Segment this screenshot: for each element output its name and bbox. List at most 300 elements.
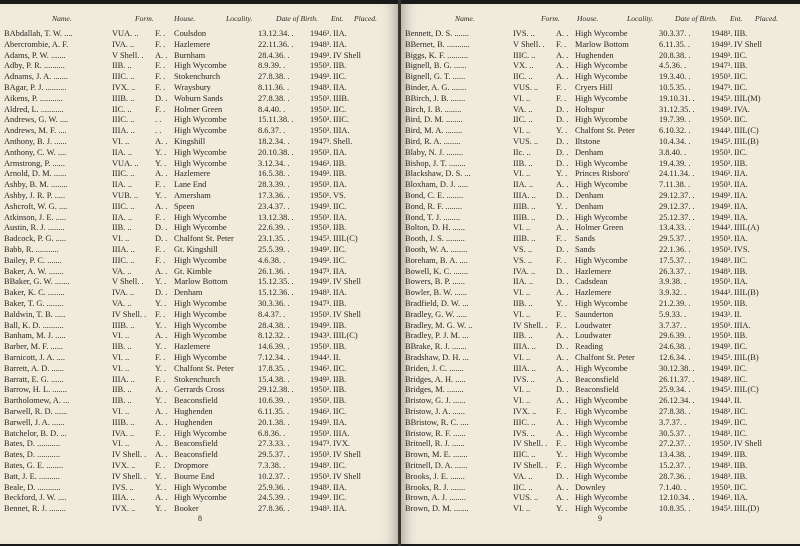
cell-locality: High Wycombe bbox=[575, 115, 628, 125]
cell-name: Barber, M. F. ...... bbox=[4, 342, 64, 352]
cell-ent: 1950³. bbox=[310, 450, 332, 460]
cell-locality: Denham bbox=[575, 147, 604, 157]
cell-ent: 1950³. bbox=[711, 245, 733, 254]
cell-form: VA. .. bbox=[513, 471, 533, 481]
cell-placed: IIC. bbox=[734, 482, 748, 492]
cell-house: A. . bbox=[155, 439, 168, 449]
cell-form: IV Shell. . bbox=[112, 309, 147, 319]
cell-dob: 7.12.34. . bbox=[258, 353, 290, 362]
cell-ent: 1948³. bbox=[711, 374, 733, 384]
cell-house: F. . bbox=[556, 234, 567, 244]
cell-name: Batt, J. E. .......... bbox=[4, 471, 60, 481]
cell-ent: 1946³. bbox=[310, 363, 332, 373]
cell-placed: IIB. bbox=[734, 158, 748, 168]
cell-ent: 1946³. bbox=[711, 169, 733, 179]
cell-locality: Sands bbox=[575, 234, 596, 244]
cell-form: IIIB. .. bbox=[513, 212, 536, 222]
cell-dob: 3.7.37. . bbox=[659, 320, 687, 330]
cell-house: D. . bbox=[155, 223, 168, 233]
cell-locality: Chalfont St. Peter bbox=[174, 363, 234, 373]
cell-form: IVA. .. bbox=[112, 288, 135, 298]
cell-house: A. . bbox=[155, 493, 168, 503]
cell-form: IV Shell. . bbox=[112, 450, 147, 460]
cell-placed: IIB. bbox=[734, 450, 748, 460]
cell-house: F. . bbox=[155, 61, 166, 71]
cell-locality: Chalfont St. Peter bbox=[575, 353, 635, 362]
cell-name: Austin, R. J. ........ bbox=[4, 223, 65, 233]
cell-form: VI. .. bbox=[112, 331, 130, 341]
cell-name: Bignell, G. T. ...... bbox=[405, 72, 466, 82]
cell-house: A. . bbox=[155, 169, 168, 179]
cell-ent: 1948³. bbox=[711, 29, 733, 38]
cell-placed: IIIA. bbox=[333, 428, 350, 438]
cell-locality: Coulsdon bbox=[174, 29, 207, 38]
cell-house: F. . bbox=[556, 320, 567, 330]
cell-placed: IIIL(M) bbox=[734, 93, 761, 103]
cell-dob: 28.4.36. . bbox=[258, 50, 290, 60]
cell-house: Y. . bbox=[556, 299, 568, 308]
cell-form: IIIC. .. bbox=[112, 115, 135, 125]
cell-dob: 8.6.37. . bbox=[258, 126, 286, 136]
cell-ent: 1950³. bbox=[711, 482, 733, 492]
cell-placed: IIIL(B) bbox=[734, 353, 759, 362]
cell-house: F. . bbox=[155, 180, 166, 190]
cell-name: Brown, D. M. ....... bbox=[405, 504, 469, 514]
cell-dob: 27.2.37. . bbox=[659, 439, 691, 449]
header-ent: Ent. bbox=[730, 14, 743, 23]
cell-form: VI. .. bbox=[513, 396, 531, 406]
cell-dob: 22.11.36. . bbox=[258, 39, 294, 49]
cell-house: F. . bbox=[155, 245, 166, 254]
cell-dob: 29.12.37. . bbox=[659, 191, 695, 200]
header-ent: Ent. bbox=[331, 14, 344, 23]
cell-house: A. . bbox=[556, 72, 569, 82]
header-form: Form. bbox=[135, 14, 154, 23]
cell-dob: 25.5.39. . bbox=[258, 245, 290, 254]
cell-name: Ashby, J. R. P. ..... bbox=[4, 191, 66, 200]
cell-ent: 1950³. bbox=[310, 115, 332, 125]
cell-house: D. . bbox=[155, 93, 168, 103]
cell-placed: IIA. bbox=[333, 482, 347, 492]
cell-ent: 1949³. bbox=[711, 363, 733, 373]
cell-dob: 7.11.38. . bbox=[659, 180, 691, 190]
cell-house: A. . bbox=[155, 201, 168, 211]
cell-placed: IIC. bbox=[333, 407, 347, 416]
cell-placed: IIA. bbox=[734, 201, 748, 211]
cell-placed: IIA. bbox=[734, 212, 748, 222]
cell-placed: IIA. bbox=[333, 504, 347, 514]
cell-ent: 1944³. bbox=[310, 353, 332, 362]
cell-locality: High Wycombe bbox=[174, 126, 227, 136]
cell-dob: 30.5.37. . bbox=[659, 428, 691, 438]
cell-locality: Beaconsfield bbox=[575, 385, 619, 395]
cell-name: Bridges, A. H. ..... bbox=[405, 374, 466, 384]
cell-locality: Beaconsfield bbox=[174, 450, 218, 460]
cell-name: Anthony, C. W. .... bbox=[4, 147, 67, 157]
cell-locality: Iltstone bbox=[575, 137, 601, 146]
cell-placed: IIB. bbox=[333, 299, 347, 308]
header-name: Name. bbox=[455, 14, 475, 23]
cell-form: IIB. .. bbox=[112, 223, 132, 233]
cell-name: Brown, M. E. ....... bbox=[405, 450, 468, 460]
cell-house: D. . bbox=[556, 158, 569, 168]
cell-name: Bowler, B. W. ...... bbox=[405, 288, 468, 298]
cell-house: Y. . bbox=[155, 158, 167, 168]
cell-house: Y. . bbox=[556, 201, 568, 211]
cell-house: Y. . bbox=[155, 504, 167, 514]
cell-form: IVA. .. bbox=[112, 428, 135, 438]
cell-locality: Bourne End bbox=[174, 471, 215, 481]
cell-house: D. . bbox=[556, 191, 569, 200]
cell-placed: IIA. bbox=[333, 147, 347, 157]
cell-locality: Sands bbox=[575, 245, 596, 254]
cell-ent: 1950³. bbox=[711, 320, 733, 330]
cell-house: A. . bbox=[556, 61, 569, 71]
cell-house: Y. . bbox=[155, 277, 167, 287]
cell-name: BAbdallah, T. W. .... bbox=[4, 29, 73, 38]
cell-placed: IIB. bbox=[734, 61, 748, 71]
cell-placed: IIIL(D) bbox=[734, 504, 760, 514]
cell-name: Brown, A. J. ........ bbox=[405, 493, 466, 503]
cell-ent: 1949³. bbox=[711, 201, 733, 211]
cell-ent: 1949³. bbox=[310, 493, 332, 503]
cell-form: IIC. .. bbox=[112, 104, 132, 114]
cell-house: F. . bbox=[155, 72, 166, 82]
cell-form: VS. .. bbox=[513, 255, 533, 265]
cell-form: IIIA. .. bbox=[112, 126, 135, 136]
cell-placed: IV Shell bbox=[333, 309, 361, 319]
cell-dob: 25.12.37. . bbox=[659, 212, 695, 222]
cell-form: IIIC. .. bbox=[112, 169, 135, 179]
cell-placed: IIA. bbox=[333, 266, 347, 276]
header-locality: Locality. bbox=[627, 14, 654, 23]
cell-house: Y. . bbox=[155, 299, 167, 308]
cell-name: Biggs, K. F. .......... bbox=[405, 50, 469, 60]
cell-dob: 29.12.37. . bbox=[659, 201, 695, 211]
cell-house: D. . bbox=[556, 115, 569, 125]
cell-name: Bailey, P. C. ....... bbox=[4, 255, 62, 265]
cell-ent: 1950³. bbox=[310, 223, 332, 233]
cell-ent: 1944³. bbox=[711, 396, 733, 406]
cell-house: A. . bbox=[556, 29, 569, 38]
header-name: Name. bbox=[52, 14, 72, 23]
cell-form: VI. .. bbox=[112, 363, 130, 373]
cell-form: IVX. .. bbox=[513, 407, 537, 416]
header-house: House. bbox=[577, 14, 599, 23]
cell-name: Armstrong, P. ...... bbox=[4, 158, 65, 168]
cell-dob: 26.12.34. . bbox=[659, 396, 695, 406]
cell-ent: 1947³. bbox=[310, 299, 332, 308]
cell-ent: 1947³. bbox=[711, 61, 733, 71]
cell-dob: 15.12.36. . bbox=[258, 288, 294, 298]
cell-name: Anthony, B. J. ...... bbox=[4, 137, 67, 146]
cell-locality: Holtspur bbox=[575, 104, 605, 114]
cell-name: BBirch, J. B. ....... bbox=[405, 93, 466, 103]
cell-ent: 1947³. bbox=[310, 439, 332, 449]
cell-ent: 1947³. bbox=[310, 137, 332, 146]
cell-dob: 10.2.37. . bbox=[258, 471, 290, 481]
cell-dob: 6.11.35. . bbox=[659, 39, 691, 49]
cell-placed: IIB. bbox=[333, 223, 347, 233]
cell-dob: 8.11.36. . bbox=[258, 83, 290, 92]
cell-placed: IIA. bbox=[734, 234, 748, 244]
cell-form: IVX. .. bbox=[112, 83, 136, 92]
cell-name: Babb, R. ........... bbox=[4, 245, 59, 254]
cell-house: A. . bbox=[556, 396, 569, 406]
cell-ent: 1949³. bbox=[310, 169, 332, 179]
cell-dob: 29.6.39. . bbox=[659, 331, 691, 341]
cell-ent: 1949³. bbox=[310, 201, 332, 211]
cell-ent: 1948³. bbox=[310, 461, 332, 470]
cell-placed: IVA. bbox=[734, 104, 750, 114]
cell-form: VUS. .. bbox=[513, 83, 539, 92]
cell-name: BAgar, P. J. .......... bbox=[4, 83, 67, 92]
cell-locality: High Wycombe bbox=[174, 223, 227, 233]
cell-house: D. . bbox=[556, 245, 569, 254]
cell-ent: 1949³. bbox=[711, 342, 733, 352]
cell-locality: High Wycombe bbox=[174, 309, 227, 319]
cell-house: F. . bbox=[556, 309, 567, 319]
cell-placed: IIC. bbox=[333, 104, 347, 114]
cell-name: Boreham, B. A. .... bbox=[405, 255, 468, 265]
cell-ent: 1950³. bbox=[711, 72, 733, 82]
cell-locality: High Wycombe bbox=[174, 353, 227, 362]
cell-form: VI. .. bbox=[513, 309, 531, 319]
cell-locality: High Wycombe bbox=[575, 450, 628, 460]
cell-house: Y. . bbox=[155, 342, 167, 352]
cell-placed: IIA. bbox=[333, 212, 347, 222]
cell-placed: IIB. bbox=[333, 396, 347, 406]
cell-name: Bradshaw, D. H. ... bbox=[405, 353, 469, 362]
cell-name: Ashcroft, W. G. .... bbox=[4, 201, 68, 211]
cell-dob: 21.2.39. . bbox=[659, 299, 691, 308]
cell-form: VX. .. bbox=[513, 61, 534, 71]
cell-house: Y. . bbox=[155, 482, 167, 492]
column-header bbox=[0, 14, 398, 26]
cell-house: . . bbox=[155, 126, 162, 136]
cell-form: VUS. .. bbox=[513, 493, 539, 503]
cell-house: A. . bbox=[556, 374, 569, 384]
cell-dob: 8.9.39. . bbox=[258, 61, 286, 71]
cell-house: F. . bbox=[155, 353, 166, 362]
cell-form: VUB. .. bbox=[112, 191, 139, 200]
cell-ent: 1949³. bbox=[310, 277, 332, 287]
cell-locality: High Wycombe bbox=[174, 115, 227, 125]
cell-locality: Lane End bbox=[174, 180, 207, 190]
cell-form: IVS. .. bbox=[513, 374, 535, 384]
cell-dob: 10.4.34. . bbox=[659, 137, 691, 146]
cell-dob: 29.5.37. . bbox=[258, 450, 290, 460]
cell-dob: 27.8.38. . bbox=[659, 407, 691, 416]
cell-placed: IV Shell bbox=[333, 450, 361, 460]
cell-locality: Chalfont St. Peter bbox=[575, 126, 635, 136]
cell-placed: IIA. bbox=[333, 83, 347, 92]
cell-placed: IIC. bbox=[734, 72, 748, 82]
cell-ent: 1950³. bbox=[711, 180, 733, 190]
cell-ent: 1950³. bbox=[310, 342, 332, 352]
cell-locality: High Wycombe bbox=[575, 61, 628, 71]
cell-house: F. . bbox=[155, 428, 166, 438]
cell-name: Barwell, R. D. ...... bbox=[4, 407, 68, 416]
cell-house: F. . bbox=[155, 461, 166, 470]
cell-name: Ashby, B. M. ........ bbox=[4, 180, 68, 190]
cell-form: VI. .. bbox=[513, 288, 531, 298]
cell-ent: 1950³. bbox=[310, 104, 332, 114]
cell-placed: IIIL(B) bbox=[734, 288, 759, 298]
cell-house: D. . bbox=[556, 266, 569, 276]
cell-house: A. . bbox=[155, 407, 168, 416]
cell-ent: 1950³. bbox=[711, 115, 733, 125]
cell-placed: IIC. bbox=[734, 50, 748, 60]
cell-form: IIIA. .. bbox=[112, 374, 135, 384]
cell-dob: 17.8.35. . bbox=[258, 363, 290, 373]
cell-name: Barrett, A. D. ...... bbox=[4, 363, 65, 373]
cell-name: Andrews, M. F. .... bbox=[4, 126, 67, 136]
cell-house: A. . bbox=[556, 353, 569, 362]
cell-locality: Denham bbox=[575, 191, 604, 200]
cell-name: BBaker, G. W. ....... bbox=[4, 277, 70, 287]
cell-dob: 26.1.36. . bbox=[258, 266, 290, 276]
cell-placed: IIA. bbox=[734, 277, 748, 287]
cell-form: IIA. .. bbox=[112, 180, 133, 190]
cell-dob: 17.5.37. . bbox=[659, 255, 691, 265]
cell-ent: 1947³. bbox=[310, 266, 332, 276]
cell-house: A. . bbox=[155, 266, 168, 276]
cell-ent: 1950³. bbox=[310, 385, 332, 395]
cell-name: Bridges, M. ........ bbox=[405, 385, 464, 395]
cell-locality: Wraysbury bbox=[174, 83, 211, 92]
cell-dob: 27.8.38. . bbox=[258, 72, 290, 82]
cell-dob: 3.9.38. . bbox=[659, 277, 687, 287]
cell-name: Bird, M. A. ........ bbox=[405, 126, 463, 136]
cell-name: BBernet, B. ........... bbox=[405, 39, 470, 49]
cell-form: VA. .. bbox=[112, 299, 132, 308]
cell-ent: 1950³. bbox=[711, 158, 733, 168]
cell-locality: Hazlemere bbox=[575, 288, 612, 298]
cell-name: Aldred, L. ........... bbox=[4, 104, 64, 114]
cell-form: IIIC. .. bbox=[112, 255, 135, 265]
cell-name: Ball, K. D. .......... bbox=[4, 320, 64, 330]
cell-form: IIA. .. bbox=[112, 147, 133, 157]
cell-placed: IIC. bbox=[734, 342, 748, 352]
cell-locality: Cadsdean bbox=[575, 277, 608, 287]
cell-dob: 20.1.38. . bbox=[258, 417, 290, 427]
cell-form: IV Shell. . bbox=[513, 320, 548, 330]
cell-form: V Shell. . bbox=[112, 277, 144, 287]
header-form: Form. bbox=[541, 14, 560, 23]
cell-house: Y. . bbox=[155, 320, 167, 330]
cell-house: D. . bbox=[556, 277, 569, 287]
cell-house: A. . bbox=[556, 223, 569, 233]
cell-placed: IVS. bbox=[734, 245, 750, 254]
cell-ent: 1948³. bbox=[711, 407, 733, 416]
cell-placed: IIC. bbox=[734, 255, 748, 265]
cell-ent: 1950³. bbox=[310, 93, 332, 103]
cell-dob: 12.10.34. . bbox=[659, 493, 695, 503]
cell-locality: Speen bbox=[174, 201, 195, 211]
cell-dob: 15.11.38. . bbox=[258, 115, 294, 125]
cell-dob: 26.3.37. . bbox=[659, 266, 691, 276]
cell-ent: 1949³. bbox=[711, 39, 733, 49]
cell-dob: 19.10.31. . bbox=[659, 93, 695, 103]
cell-dob: 19.3.40. . bbox=[659, 72, 691, 82]
cell-form: IIC. .. bbox=[513, 115, 533, 125]
cell-locality: High Wycombe bbox=[174, 428, 227, 438]
cell-dob: 27.3.33. . bbox=[258, 439, 290, 449]
cell-dob: 29.12.38. . bbox=[258, 385, 294, 395]
cell-name: Adams, P. W. ....... bbox=[4, 50, 66, 60]
cell-locality: High Wycombe bbox=[575, 72, 628, 82]
cell-placed: IIIA. bbox=[734, 320, 751, 330]
cell-locality: Amersham bbox=[174, 191, 211, 200]
cell-ent: 1945³. bbox=[711, 353, 733, 362]
cell-name: Booth, J. S. ......... bbox=[405, 234, 465, 244]
cell-placed: IIA. bbox=[333, 29, 347, 38]
cell-house: F. . bbox=[155, 255, 166, 265]
cell-house: D. . bbox=[556, 212, 569, 222]
cell-placed: IIA. bbox=[734, 169, 748, 179]
cell-placed: II. bbox=[333, 353, 341, 362]
cell-ent: 1943³. bbox=[711, 309, 733, 319]
cell-locality: Reading bbox=[575, 342, 603, 352]
cell-dob: 30.3.37. . bbox=[659, 29, 691, 38]
cell-ent: 1946³. bbox=[310, 407, 332, 416]
cell-house: A. . bbox=[155, 450, 168, 460]
cell-name: Baldwin, T. B. ..... bbox=[4, 309, 66, 319]
cell-form: IVS. .. bbox=[513, 428, 535, 438]
cell-ent: 1950¹. bbox=[310, 191, 332, 200]
cell-locality: Loudwater bbox=[575, 331, 612, 341]
cell-placed: IIIL(C) bbox=[333, 234, 358, 244]
cell-form: IIB. .. bbox=[112, 385, 132, 395]
cell-locality: Hughenden bbox=[174, 417, 213, 427]
cell-locality: High Wycombe bbox=[174, 158, 227, 168]
cell-form: VUA. .. bbox=[112, 29, 139, 38]
cell-locality: Hazlemere bbox=[174, 342, 211, 352]
cell-dob: 4.6.38. . bbox=[258, 255, 286, 265]
cell-placed: IIC. bbox=[333, 72, 347, 82]
cell-name: Briden, J. C. ....... bbox=[405, 363, 464, 373]
cell-ent: 1945³. bbox=[711, 137, 733, 146]
cell-placed: II. bbox=[734, 396, 742, 406]
cell-dob: 13.4.38. . bbox=[659, 450, 691, 460]
cell-house: F. . bbox=[556, 439, 567, 449]
cell-form: IIIC. .. bbox=[112, 201, 135, 211]
cell-dob: 13.4.33. . bbox=[659, 223, 691, 233]
cell-ent: 1948³. bbox=[711, 428, 733, 438]
cell-ent: 1949³. bbox=[310, 255, 332, 265]
cell-dob: 4.5.36. . bbox=[659, 61, 687, 71]
cell-locality: Beaconsfield bbox=[174, 396, 218, 406]
cell-name: Bradley, M. G. W. .. bbox=[405, 320, 473, 330]
cell-dob: 20.10.38. . bbox=[258, 147, 294, 157]
cell-dob: 14.6.39. . bbox=[258, 342, 290, 352]
cell-locality: Denham bbox=[174, 288, 203, 298]
cell-name: Bradley, P. J. M. ... bbox=[405, 331, 469, 341]
cell-locality: High Wycombe bbox=[575, 29, 628, 38]
cell-house: Y. . bbox=[556, 126, 568, 136]
cell-placed: IIB. bbox=[333, 169, 347, 179]
cell-locality: Holmer Green bbox=[575, 223, 624, 233]
cell-placed: IIIL(C) bbox=[734, 126, 759, 136]
cell-form: VI. .. bbox=[112, 353, 130, 362]
cell-placed: IIIL(B) bbox=[734, 137, 759, 146]
cell-form: IIC. .. bbox=[513, 72, 533, 82]
cell-form: IIA. .. bbox=[112, 212, 133, 222]
cell-placed: IIB. bbox=[734, 29, 748, 38]
cell-placed: IIB. bbox=[734, 331, 748, 341]
cell-name: Bowers, B. P. ...... bbox=[405, 277, 466, 287]
